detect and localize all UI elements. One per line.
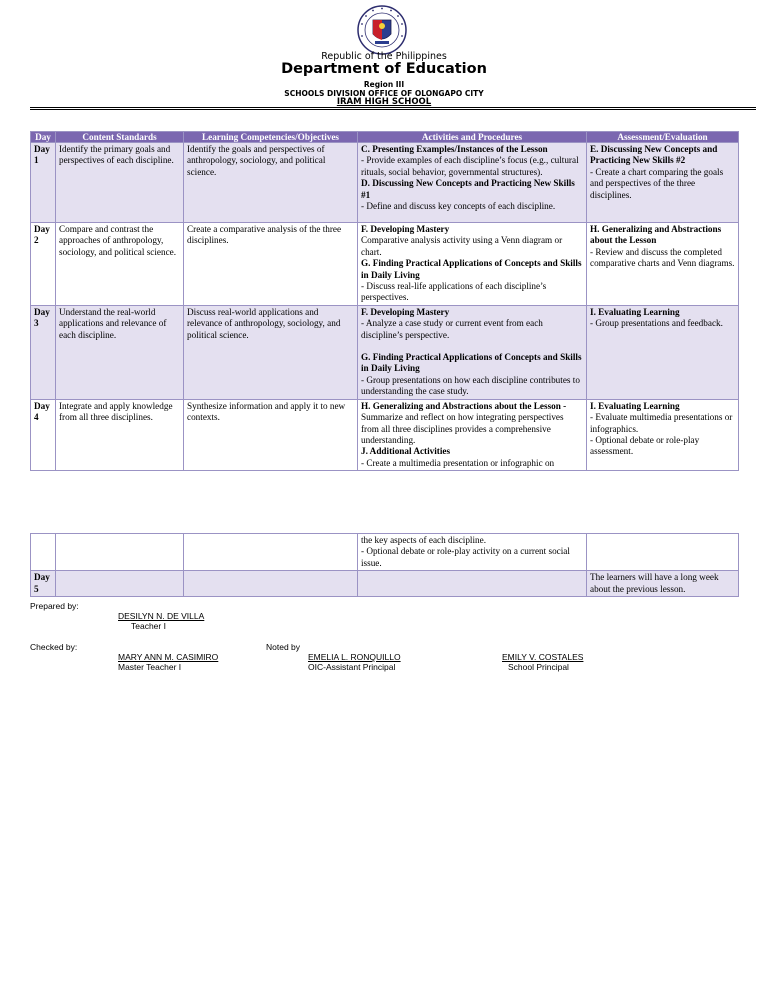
activity-heading: D. Discussing New Concepts and Practicing New Skills #1	[361, 178, 575, 200]
header-assessment: Assessment/Evaluation	[587, 132, 739, 143]
day-cell	[31, 534, 56, 571]
activity-text: - Group presentations on how each discipline contributes to understanding the case study.	[361, 374, 580, 397]
assessment-heading: I. Evaluating Learning	[590, 400, 680, 411]
table-row	[31, 305, 739, 399]
activity-cell	[358, 223, 587, 306]
day-cell: Day 5	[31, 571, 56, 597]
assessment-text: - Group presentations and feedback.	[590, 318, 723, 329]
assessment-cell	[587, 143, 739, 223]
activity-text: Comparative analysis activity using a Venn diagram or chart.	[361, 235, 563, 257]
competency-cell	[184, 571, 358, 597]
spacer	[361, 341, 583, 352]
header-competencies: Learning Competencies/Objectives	[184, 132, 358, 143]
prepared-title: Teacher I	[131, 621, 166, 631]
activity-text: - Optional debate or role-play activity on a current social issue.	[361, 546, 570, 568]
activity-cell	[358, 534, 587, 571]
activity-text: - Discuss real-life applications of each discipline’s perspectives.	[361, 281, 547, 303]
competency-cell: Discuss real-world applications and relevance of anthropology, sociology, and political science.	[184, 305, 358, 399]
checked-name: MARY ANN M. CASIMIRO	[118, 652, 219, 662]
activity-heading: F. Developing Mastery	[361, 224, 450, 234]
noted-label: Noted by	[266, 642, 301, 652]
division-label: SCHOOLS DIVISION OFFICE OF OLONGAPO CITY	[284, 89, 484, 98]
noted1-name: EMELIA L. RONQUILLO	[308, 652, 401, 662]
content-cell: Compare and contrast the approaches of anthropology, sociology, and political science.	[56, 223, 184, 306]
activity-cell	[358, 305, 587, 399]
day-cell: Day 3	[31, 305, 56, 399]
assessment-cell	[587, 223, 739, 306]
assessment-cell	[587, 305, 739, 399]
activity-cell	[358, 399, 587, 470]
department-title: Department of Education	[281, 61, 487, 77]
content-cell: Understand the real-world applications and relevance of each discipline.	[56, 305, 184, 399]
competency-cell: Identify the goals and perspectives of anthropology, sociology, and political science.	[184, 143, 358, 223]
assessment-heading: H. Generalizing and Abstractions about the Lesson	[590, 224, 722, 246]
assessment-text: - Evaluate multimedia presentations or infographics.	[590, 412, 733, 434]
checked-label: Checked by:	[30, 642, 78, 652]
republic-label: Republic of the Philippines	[321, 51, 447, 62]
assessment-cell	[587, 399, 739, 470]
activity-cell	[358, 571, 587, 597]
noted1-title: OIC-Assistant Principal	[308, 662, 396, 672]
activity-heading: F. Developing Mastery	[361, 306, 450, 317]
header-activities: Activities and Procedures	[358, 132, 587, 143]
lesson-plan-table-continued	[30, 533, 739, 597]
table-header-row	[31, 132, 739, 143]
competency-cell	[184, 534, 358, 571]
table-row	[31, 223, 739, 306]
deped-seal	[356, 4, 408, 56]
activity-heading: C. Presenting Examples/Instances of the Lesson	[361, 144, 548, 154]
deped-seal-icon	[356, 4, 408, 56]
table-row	[31, 143, 739, 223]
activity-heading: H. Generalizing and Abstractions about the Lesson -	[361, 400, 567, 411]
header-day: Day	[31, 132, 56, 143]
assessment-text: - Review and discuss the completed comparative charts and Venn diagrams.	[590, 246, 735, 269]
day-cell: Day 2	[31, 223, 56, 306]
noted2-name: EMILY V. COSTALES	[502, 652, 584, 662]
assessment-heading: I. Evaluating Learning	[590, 306, 680, 317]
header-content-standards: Content Standards	[56, 132, 184, 143]
assessment-text: - Optional debate or role-play assessment.	[590, 434, 700, 457]
assessment-cell: The learners will have a long week about the previous lesson.	[587, 571, 739, 597]
activity-text: - Analyze a case study or current event from each discipline’s perspective.	[361, 318, 543, 340]
region-label: Region III	[363, 80, 405, 89]
assessment-heading: E. Discussing New Concepts and Practicing New Skills #2	[590, 144, 718, 166]
activity-heading: G. Finding Practical Applications of Concepts and Skills in Daily Living	[361, 258, 582, 280]
competency-cell: Synthesize information and apply it to new contexts.	[184, 399, 358, 470]
noted2-title: School Principal	[508, 662, 569, 672]
day-cell: Day 4	[31, 399, 56, 470]
table-row	[31, 571, 739, 597]
prepared-name: DESILYN N. DE VILLA	[118, 611, 205, 621]
header-divider-2	[30, 109, 756, 110]
activity-text: - Provide examples of each discipline’s focus (e.g., cultural rituals, social behavior, governmental structures).	[361, 155, 579, 177]
content-cell: Identify the primary goals and perspectives of each discipline.	[56, 143, 184, 223]
assessment-cell	[587, 534, 739, 571]
checked-title: Master Teacher I	[118, 662, 182, 672]
activity-text: Summarize and reflect on how integrating perspectives from all three disciplines provides a comprehensive understanding.	[361, 412, 564, 445]
table-row	[31, 399, 739, 470]
activity-text: - Define and discuss key concepts of each discipline.	[361, 201, 556, 212]
prepared-label: Prepared by:	[30, 601, 79, 611]
activity-heading: J. Additional Activities	[361, 446, 451, 457]
header-divider	[30, 107, 756, 108]
content-cell	[56, 534, 184, 571]
day-cell: Day 1	[31, 143, 56, 223]
activity-heading: G. Finding Practical Applications of Concepts and Skills in Daily Living	[361, 352, 582, 374]
table-row	[31, 534, 739, 571]
content-cell: Integrate and apply knowledge from all three disciplines.	[56, 399, 184, 470]
lesson-plan-table	[30, 131, 739, 471]
activity-text: the key aspects of each discipline.	[361, 535, 487, 545]
school-name: IRAM HIGH SCHOOL	[336, 97, 432, 107]
content-cell	[56, 571, 184, 597]
assessment-text: - Create a chart comparing the goals and perspectives of the three disciplines.	[590, 166, 724, 200]
competency-cell: Create a comparative analysis of the three disciplines.	[184, 223, 358, 306]
activity-text: - Create a multimedia presentation or infographic on	[361, 457, 555, 468]
activity-cell	[358, 143, 587, 223]
